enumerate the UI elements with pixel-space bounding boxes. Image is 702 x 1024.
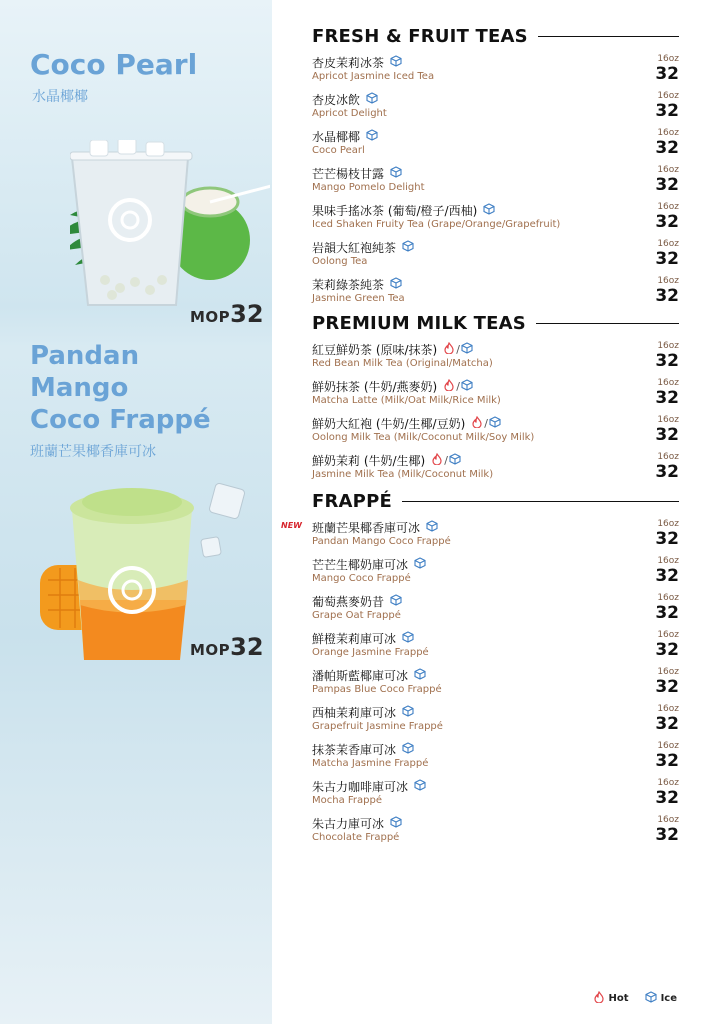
- ice-cube-icon: [426, 520, 438, 535]
- item-name-zh-row: [312, 556, 426, 573]
- ice-cube-icon: [366, 129, 378, 144]
- flame-icon: [431, 453, 443, 468]
- menu-item: [312, 452, 679, 488]
- item-price: 32: [655, 751, 679, 771]
- item-price: 32: [655, 286, 679, 306]
- ice-cube-icon: [402, 742, 414, 757]
- item-price: 32: [655, 566, 679, 586]
- ice-cube-icon: [402, 631, 414, 646]
- temperature-icons: [483, 203, 495, 218]
- ice-cube-icon: [414, 779, 426, 794]
- menu-item: [312, 778, 679, 814]
- menu-item: [281, 519, 679, 555]
- item-price: 32: [655, 603, 679, 623]
- ice-cube-icon: [390, 816, 402, 831]
- item-size: 16oz: [657, 778, 679, 788]
- temperature-icons: [402, 742, 414, 757]
- item-name-en: Mango Pomelo Delight: [312, 182, 425, 193]
- temperature-icons: [426, 520, 438, 535]
- temperature-icons: [366, 129, 378, 144]
- item-name-zh: 鮮奶抹茶 (牛奶/燕麥奶): [312, 380, 438, 394]
- item-size: 16oz: [657, 165, 679, 175]
- item-name-en: Grapefruit Jasmine Frappé: [312, 721, 443, 732]
- item-size: 16oz: [657, 415, 679, 425]
- coco-pearl-drink-image: [70, 140, 270, 315]
- item-size: 16oz: [657, 239, 679, 249]
- item-size: 16oz: [657, 815, 679, 825]
- item-name-zh: 鮮奶茉莉 (牛奶/生椰): [312, 454, 426, 468]
- item-size: 16oz: [657, 630, 679, 640]
- ice-cube-icon: [414, 668, 426, 683]
- section-title: FRESH & FRUIT TEAS: [312, 26, 528, 47]
- item-name-en: Oolong Tea: [312, 256, 368, 267]
- item-name-en: Mocha Frappé: [312, 795, 382, 806]
- menu-item: [312, 165, 679, 201]
- item-price: 32: [655, 138, 679, 158]
- item-name-en: Pampas Blue Coco Frappé: [312, 684, 442, 695]
- item-name-en: Red Bean Milk Tea (Original/Matcha): [312, 358, 493, 369]
- menu-item: [312, 630, 679, 666]
- item-name-zh-row: [312, 741, 414, 758]
- item-price: 32: [655, 388, 679, 408]
- temperature-icons: [471, 416, 501, 431]
- promo1-price-value: 32: [230, 300, 264, 328]
- item-price: 32: [655, 101, 679, 121]
- item-name-zh: 紅豆鮮奶茶 (原味/抹茶): [312, 343, 438, 357]
- section-divider: [538, 36, 679, 38]
- icon-separator: /: [444, 454, 448, 467]
- item-name-zh: 西柚茉莉庫可冰: [312, 706, 397, 720]
- ice-cube-icon: [489, 416, 501, 431]
- item-name-zh-row: [312, 667, 426, 684]
- item-name-zh: 杏皮冰飲: [312, 93, 361, 107]
- item-size: 16oz: [657, 91, 679, 101]
- ice-cube-icon: [402, 240, 414, 255]
- item-name-en: Matcha Jasmine Frappé: [312, 758, 429, 769]
- section-title: PREMIUM MILK TEAS: [312, 313, 526, 334]
- item-name-zh: 朱古力咖啡庫可冰: [312, 780, 409, 794]
- item-name-zh-row: [312, 630, 414, 647]
- ice-cube-icon: [390, 594, 402, 609]
- item-name-zh-row: [312, 593, 402, 610]
- menu-list: [272, 0, 702, 1024]
- item-size: 16oz: [657, 378, 679, 388]
- item-name-zh-row: [312, 378, 473, 395]
- item-name-zh: 岩韻大紅袍純茶: [312, 241, 397, 255]
- item-name-zh-row: [312, 91, 378, 108]
- item-size: 16oz: [657, 341, 679, 351]
- promo2-title-line: Pandan: [30, 341, 140, 371]
- menu-item: [312, 556, 679, 592]
- item-size: 16oz: [657, 593, 679, 603]
- temperature-icons: [366, 92, 378, 107]
- item-name-en: Grape Oat Frappé: [312, 610, 401, 621]
- icon-separator: /: [456, 343, 460, 356]
- menu-item: [312, 341, 679, 377]
- item-name-zh: 芒芒生椰奶庫可冰: [312, 558, 409, 572]
- item-name-zh-row: [312, 202, 495, 219]
- ice-cube-icon: [402, 705, 414, 720]
- promo-panel: [0, 0, 272, 1024]
- promo2-subtitle: 班蘭芒果椰香庫可冰: [30, 444, 156, 460]
- item-name-zh: 水晶椰椰: [312, 130, 361, 144]
- promo1-subtitle: 水晶椰椰: [32, 89, 88, 105]
- ice-cube-icon: [483, 203, 495, 218]
- menu-item: [312, 276, 679, 312]
- menu-item: [312, 378, 679, 414]
- section-header: [312, 313, 679, 334]
- menu-item: [312, 54, 679, 90]
- item-price: 32: [655, 677, 679, 697]
- item-size: 16oz: [657, 667, 679, 677]
- menu-item: [312, 815, 679, 851]
- item-name-en: Jasmine Green Tea: [312, 293, 405, 304]
- item-name-zh-row: [312, 815, 402, 832]
- item-size: 16oz: [657, 741, 679, 751]
- item-name-zh: 鮮橙茉莉庫可冰: [312, 632, 397, 646]
- item-name-en: Orange Jasmine Frappé: [312, 647, 429, 658]
- temperature-icons: [414, 668, 426, 683]
- item-name-zh: 潘帕斯藍椰庫可冰: [312, 669, 409, 683]
- item-name-zh: 茉莉綠茶純茶: [312, 278, 385, 292]
- item-price: 32: [655, 640, 679, 660]
- section-header: [312, 26, 679, 47]
- item-size: 16oz: [657, 128, 679, 138]
- menu-item: [312, 704, 679, 740]
- item-name-zh-row: [312, 165, 402, 182]
- temperature-icons: [414, 779, 426, 794]
- item-name-en: Apricot Delight: [312, 108, 387, 119]
- item-price: 32: [655, 249, 679, 269]
- menu-item: [312, 593, 679, 629]
- item-name-zh: 芒芒楊枝甘露: [312, 167, 385, 181]
- temperature-icons: [414, 557, 426, 572]
- promo2-title: [30, 340, 260, 436]
- item-price: 32: [655, 825, 679, 845]
- item-name-en: Jasmine Milk Tea (Milk/Coconut Milk): [312, 469, 494, 480]
- menu-item: [312, 415, 679, 451]
- promo2-price: [190, 633, 264, 661]
- temperature-icons: [431, 453, 461, 468]
- temperature-icons: [390, 277, 402, 292]
- flame-icon: [471, 416, 483, 431]
- menu-item: [312, 741, 679, 777]
- item-size: 16oz: [657, 556, 679, 566]
- legend-hot-label: Hot: [608, 993, 629, 1004]
- item-price: 32: [655, 788, 679, 808]
- promo1-title: Coco Pearl: [30, 48, 198, 81]
- item-price: 32: [655, 529, 679, 549]
- temperature-icons: [402, 240, 414, 255]
- temperature-icons: [390, 166, 402, 181]
- icon-separator: /: [484, 417, 488, 430]
- item-name-zh-row: [312, 276, 402, 293]
- item-price: 32: [655, 64, 679, 84]
- menu-item: [312, 239, 679, 275]
- section-divider: [536, 323, 679, 325]
- item-name-zh: 果味手搖冰茶 (葡萄/橙子/西柚): [312, 204, 478, 218]
- item-name-zh: 朱古力庫可冰: [312, 817, 385, 831]
- item-price: 32: [655, 175, 679, 195]
- item-price: 32: [655, 351, 679, 371]
- item-size: 16oz: [657, 276, 679, 286]
- flame-icon: [443, 342, 455, 357]
- item-name-zh: 班蘭芒果椰香庫可冰: [312, 521, 421, 535]
- item-name-en: Mango Coco Frappé: [312, 573, 411, 584]
- item-size: 16oz: [657, 54, 679, 64]
- promo2-price-value: 32: [230, 633, 264, 661]
- temperature-icons: [390, 55, 402, 70]
- item-name-zh: 杏皮茉莉冰茶: [312, 56, 385, 70]
- item-name-zh: 葡萄燕麥奶昔: [312, 595, 385, 609]
- item-price: 32: [655, 714, 679, 734]
- item-name-zh-row: [312, 452, 461, 469]
- temperature-icons: [402, 631, 414, 646]
- temperature-icons: [390, 594, 402, 609]
- promo2-title-line: Mango: [30, 373, 129, 403]
- ice-cube-icon: [366, 92, 378, 107]
- section-header: [312, 491, 679, 512]
- temperature-icons: [443, 342, 473, 357]
- flame-icon: [443, 379, 455, 394]
- menu-item: [312, 91, 679, 127]
- temperature-icons: [390, 816, 402, 831]
- item-name-zh-row: [312, 415, 501, 432]
- promo2-currency: MOP: [190, 641, 231, 659]
- item-size: 16oz: [657, 452, 679, 462]
- item-name-en: Pandan Mango Coco Frappé: [312, 536, 451, 547]
- item-name-en: Chocolate Frappé: [312, 832, 400, 843]
- item-size: 16oz: [657, 519, 679, 529]
- icon-legend: [593, 991, 681, 1006]
- item-name-zh-row: [312, 704, 414, 721]
- promo2-title-line: Coco Frappé: [30, 405, 211, 435]
- item-price: 32: [655, 462, 679, 482]
- flame-icon: [593, 991, 605, 1006]
- ice-cube-icon: [461, 379, 473, 394]
- ice-cube-icon: [390, 277, 402, 292]
- item-name-zh-row: [312, 54, 402, 71]
- menu-item: [312, 128, 679, 164]
- ice-cube-icon: [461, 342, 473, 357]
- item-name-en: Matcha Latte (Milk/Oat Milk/Rice Milk): [312, 395, 501, 406]
- item-name-zh-row: [312, 341, 473, 358]
- promo1-currency: MOP: [190, 308, 231, 326]
- item-name-en: Apricot Jasmine Iced Tea: [312, 71, 435, 82]
- item-name-en: Oolong Milk Tea (Milk/Coconut Milk/Soy Milk): [312, 432, 535, 443]
- temperature-icons: [443, 379, 473, 394]
- menu-item: [312, 202, 679, 238]
- ice-cube-icon: [645, 991, 657, 1006]
- item-size: 16oz: [657, 202, 679, 212]
- new-badge: NEW: [281, 521, 302, 530]
- item-name-zh-row: [312, 128, 378, 145]
- item-name-zh: 鮮奶大紅袍 (牛奶/生椰/豆奶): [312, 417, 466, 431]
- item-name-zh: 抹茶茉香庫可冰: [312, 743, 397, 757]
- promo1-price: [190, 300, 264, 328]
- item-name-en: Coco Pearl: [312, 145, 365, 156]
- item-name-en: Iced Shaken Fruity Tea (Grape/Orange/Grapefruit): [312, 219, 561, 230]
- item-price: 32: [655, 212, 679, 232]
- ice-cube-icon: [414, 557, 426, 572]
- menu-item: [312, 667, 679, 703]
- item-price: 32: [655, 425, 679, 445]
- ice-cube-icon: [390, 166, 402, 181]
- temperature-icons: [402, 705, 414, 720]
- ice-cube-icon: [390, 55, 402, 70]
- ice-cube-icon: [449, 453, 461, 468]
- legend-ice-label: Ice: [660, 993, 677, 1004]
- section-title: FRAPPÉ: [312, 491, 392, 512]
- item-size: 16oz: [657, 704, 679, 714]
- section-divider: [402, 501, 679, 503]
- item-name-zh-row: [312, 239, 414, 256]
- item-name-zh-row: [312, 778, 426, 795]
- item-name-zh-row: [312, 519, 438, 536]
- icon-separator: /: [456, 380, 460, 393]
